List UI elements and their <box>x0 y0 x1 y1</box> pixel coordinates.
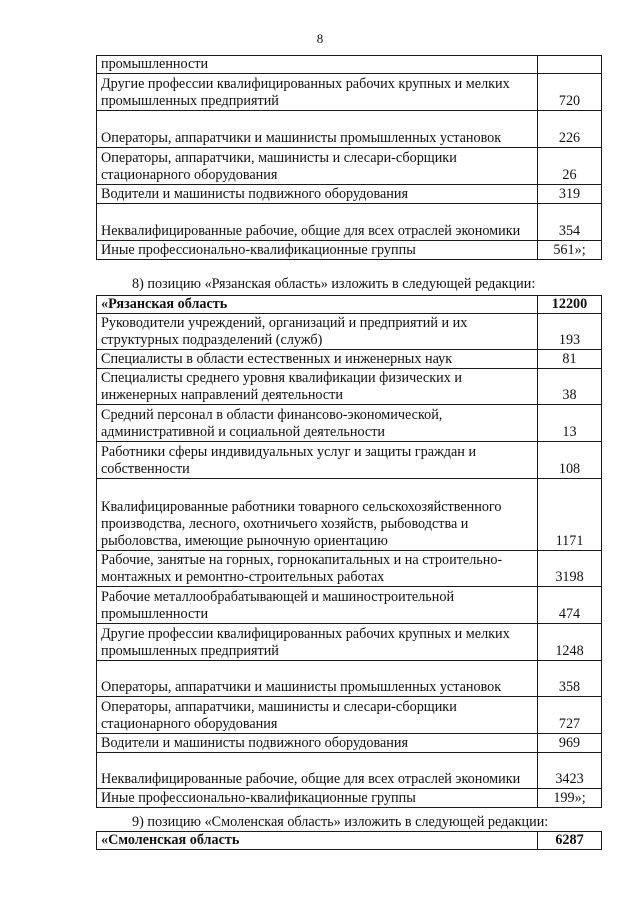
section-9-intro: 9) позицию «Смоленская область» изложить в следующей редакции: <box>132 814 549 830</box>
table-row <box>97 661 602 697</box>
row-label: Неквалифицированные рабочие, общие для всех отраслей экономики <box>97 204 538 241</box>
table-header-row <box>97 296 602 314</box>
row-label: Неквалифицированные рабочие, общие для всех отраслей экономики <box>97 753 538 789</box>
row-value: 226 <box>538 111 602 148</box>
row-value: 81 <box>538 350 602 369</box>
row-label: Специалисты в области естественных и инженерных наук <box>97 350 538 369</box>
table-row <box>97 56 602 74</box>
row-label: промышленности <box>97 56 538 74</box>
table-row <box>97 74 602 111</box>
row-label: Операторы, аппаратчики и машинисты промышленных установок <box>97 661 538 697</box>
row-label: Другие профессии квалифицированных рабочих крупных и мелких промышленных предприятий <box>97 74 538 111</box>
table-row <box>97 185 602 204</box>
table-row <box>97 111 602 148</box>
row-label: Иные профессионально-квалификационные группы <box>97 789 538 808</box>
row-value: 38 <box>538 369 602 405</box>
row-value: 319 <box>538 185 602 204</box>
region-name: «Рязанская область <box>97 296 538 314</box>
row-value: 561»; <box>538 241 602 260</box>
table-row <box>97 350 602 369</box>
row-label: Руководители учреждений, организаций и предприятий и их структурных подразделений (служб) <box>97 314 538 350</box>
region-name: «Смоленская область <box>97 832 538 850</box>
region-table-continued <box>96 55 602 260</box>
section-8-intro: 8) позицию «Рязанская область» изложить в следующей редакции: <box>132 276 536 292</box>
row-label: Работники сферы индивидуальных услуг и защиты граждан и собственности <box>97 442 538 479</box>
row-value: 108 <box>538 442 602 479</box>
table-header-row <box>97 832 602 850</box>
row-label: Квалифицированные работники товарного сельскохозяйственного производства, лесного, охотничьего хозяйств, рыбоводства и рыболовства, имеющие рыночную ориентацию <box>97 479 538 551</box>
table-row <box>97 314 602 350</box>
row-label: Операторы, аппаратчики и машинисты промышленных установок <box>97 111 538 148</box>
table-row <box>97 697 602 734</box>
row-value: 199»; <box>538 789 602 808</box>
table-row <box>97 241 602 260</box>
row-value: 358 <box>538 661 602 697</box>
table-row <box>97 753 602 789</box>
table-row <box>97 405 602 442</box>
page-number: 8 <box>316 31 324 46</box>
table-row <box>97 624 602 661</box>
row-value <box>538 56 602 74</box>
row-label: Средний персонал в области финансово-экономической, административной и социальной деятельности <box>97 405 538 442</box>
table-row <box>97 734 602 753</box>
row-value: 3198 <box>538 551 602 587</box>
row-value: 720 <box>538 74 602 111</box>
row-label: Рабочие металлообрабатывающей и машиностроительной промышленности <box>97 587 538 624</box>
row-label: Водители и машинисты подвижного оборудования <box>97 734 538 753</box>
row-label: Иные профессионально-квалификационные группы <box>97 241 538 260</box>
region-total: 6287 <box>538 832 602 850</box>
row-value: 1171 <box>538 479 602 551</box>
table-row <box>97 587 602 624</box>
region-total: 12200 <box>538 296 602 314</box>
table-row <box>97 369 602 405</box>
row-label: Рабочие, занятые на горных, горнокапитальных и на строительно-монтажных и ремонтно-строительных работах <box>97 551 538 587</box>
row-value: 13 <box>538 405 602 442</box>
table-row <box>97 204 602 241</box>
smolensk-table <box>96 831 602 850</box>
row-label: Водители и машинисты подвижного оборудования <box>97 185 538 204</box>
row-label: Операторы, аппаратчики, машинисты и слесари-сборщики стационарного оборудования <box>97 148 538 185</box>
table-row <box>97 551 602 587</box>
row-value: 193 <box>538 314 602 350</box>
row-value: 474 <box>538 587 602 624</box>
row-label: Другие профессии квалифицированных рабочих крупных и мелких промышленных предприятий <box>97 624 538 661</box>
row-value: 354 <box>538 204 602 241</box>
row-value: 1248 <box>538 624 602 661</box>
row-label: Специалисты среднего уровня квалификации физических и инженерных направлений деятельности <box>97 369 538 405</box>
table-row <box>97 789 602 808</box>
row-value: 3423 <box>538 753 602 789</box>
row-value: 26 <box>538 148 602 185</box>
row-label: Операторы, аппаратчики, машинисты и слесари-сборщики стационарного оборудования <box>97 697 538 734</box>
ryazan-table <box>96 295 602 808</box>
table-row <box>97 442 602 479</box>
table-row <box>97 148 602 185</box>
row-value: 969 <box>538 734 602 753</box>
row-value: 727 <box>538 697 602 734</box>
table-row <box>97 479 602 551</box>
